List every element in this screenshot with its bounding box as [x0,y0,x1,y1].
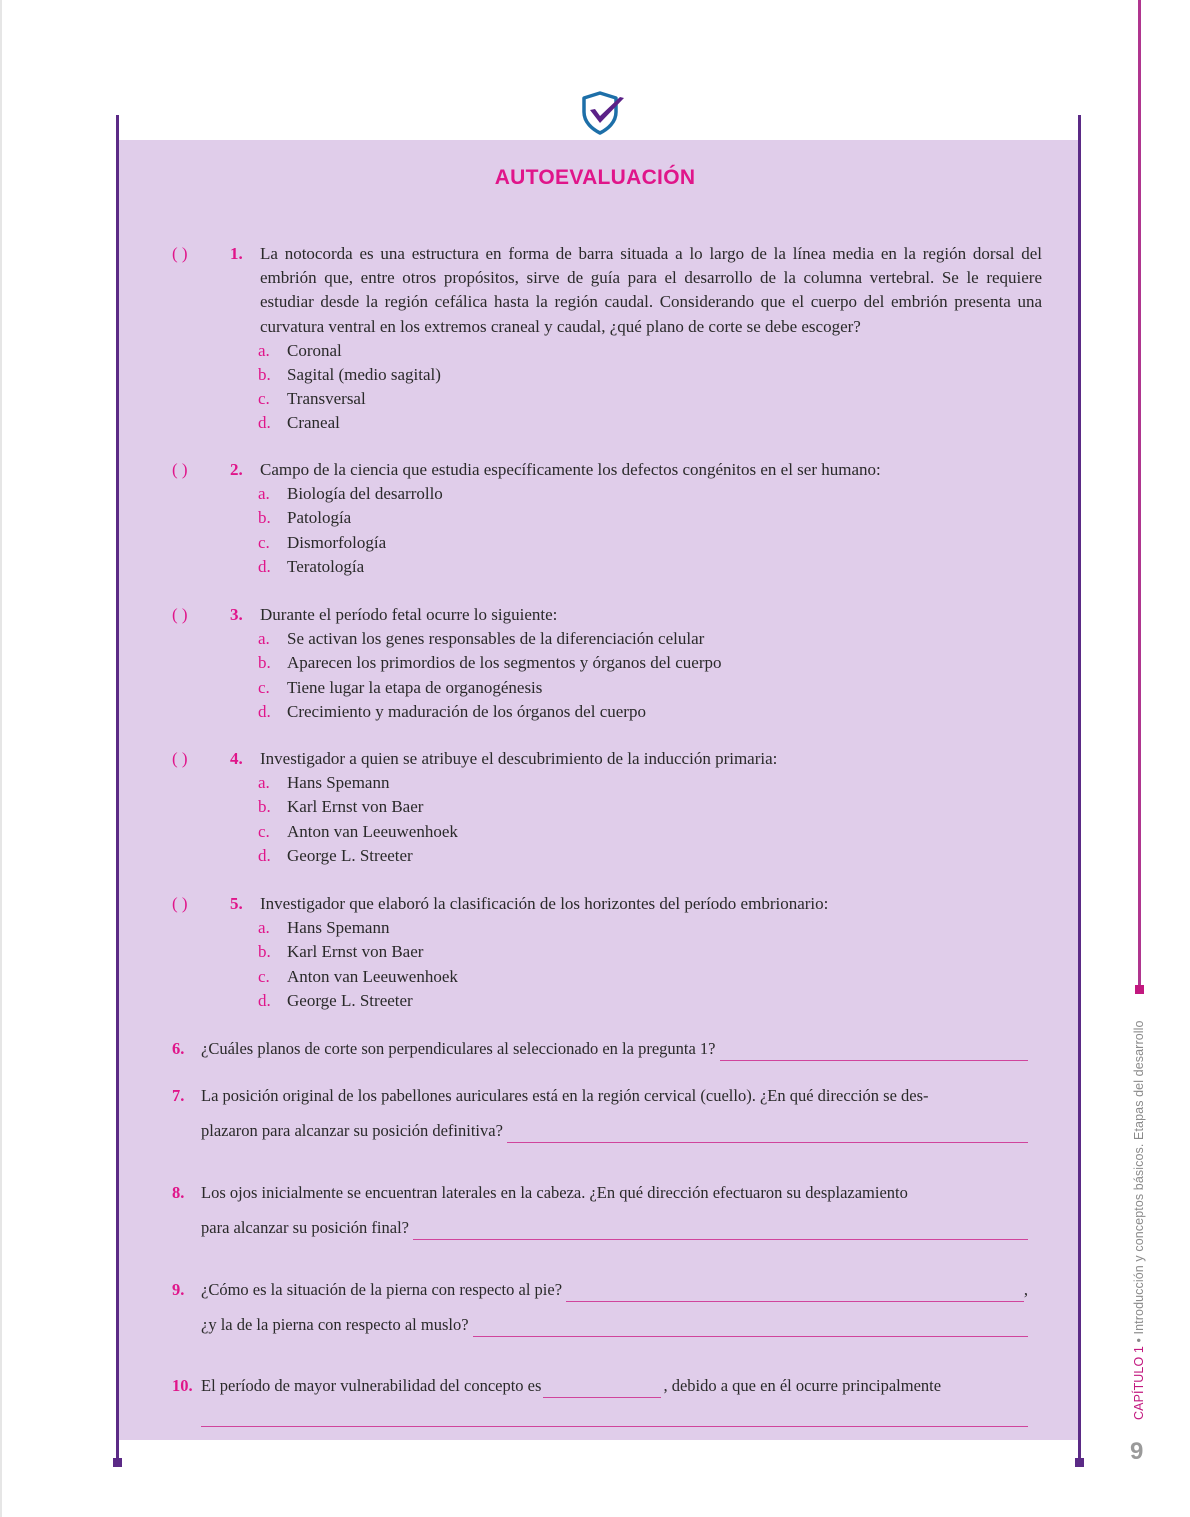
option-a [258,627,1042,651]
running-footer [1132,1020,1146,1420]
option-c [258,676,1042,700]
chapter-separator: • [1132,1334,1146,1347]
option-letter: c. [258,389,270,409]
answer-line[interactable] [413,1221,1028,1240]
option-text: Coronal [287,340,342,360]
option-text: Teratología [287,556,365,576]
option-letter: a. [258,773,270,793]
question-number: 8. [172,1183,185,1202]
option-a [258,771,1042,795]
question-text-continued: ¿y la de la pierna con respecto al muslo? [201,1315,469,1334]
option-letter: d. [258,701,271,721]
question-stem: Durante el período fetal ocurre lo siguiente: [260,605,558,624]
option-text: Hans Spemann [287,773,390,793]
frame-left-rule [116,115,119,1463]
option-text: Dismorfología [287,532,387,552]
option-c [258,965,1042,989]
answer-line[interactable] [566,1283,1024,1302]
question-number: 2. [230,460,243,479]
option-text: Crecimiento y maduración de los órganos del cuerpo [287,701,646,721]
option-text: Sagital (medio sagital) [287,365,441,385]
option-a [258,482,1042,506]
option-b [258,363,1042,387]
chapter-label: CAPÍTULO 1 [1132,1346,1146,1420]
answer-parentheses[interactable]: ( ) [172,605,188,624]
margin-rule [1138,0,1141,988]
option-letter: b. [258,365,271,385]
page-edge [0,0,2,1517]
option-text: Karl Ernst von Baer [287,942,424,962]
question-text-continued: plazaron para alcanzar su posición definitiva? [201,1121,503,1140]
question-4 [172,747,1042,868]
shield-check-icon [578,90,628,136]
question-7 [172,1084,1028,1143]
frame-right-rule [1078,115,1081,1463]
question-text: ¿Cómo es la situación de la pierna con respecto al pie? [201,1280,563,1299]
question-number: 5. [230,894,243,913]
option-d [258,989,1042,1013]
option-letter: c. [258,532,270,552]
option-letter: a. [258,484,270,504]
option-letter: b. [258,942,271,962]
answer-line[interactable] [201,1408,1028,1427]
option-text: George L. Streeter [287,990,413,1010]
option-text: George L. Streeter [287,845,413,865]
frame-left-marker [113,1458,122,1467]
option-text: Hans Spemann [287,918,390,938]
question-number: 10. [172,1376,193,1395]
question-number: 1. [230,244,243,263]
option-c [258,531,1042,555]
option-text: Anton van Leeuwenhoek [287,966,458,986]
question-number: 7. [172,1086,185,1105]
answer-line[interactable] [473,1318,1028,1337]
option-c [258,387,1042,411]
option-text: Se activan los genes responsables de la diferenciación celular [287,629,705,649]
answer-blank-inline[interactable] [543,1379,661,1398]
question-text: El período de mayor vulnerabilidad del concepto es [201,1376,542,1395]
question-text-continued: , debido a que en él ocurre principalmente [663,1376,942,1395]
question-text: ¿Cuáles planos de corte son perpendiculares al seleccionado en la pregunta 1? [201,1039,716,1058]
option-text: Tiene lugar la etapa de organogénesis [287,677,543,697]
question-number: 4. [230,749,243,768]
answer-parentheses[interactable]: ( ) [172,749,188,768]
option-text: Karl Ernst von Baer [287,797,424,817]
option-d [258,555,1042,579]
option-d [258,844,1042,868]
question-8 [172,1181,1028,1240]
question-1 [172,242,1042,436]
option-letter: a. [258,340,270,360]
option-letter: c. [258,966,270,986]
option-letter: a. [258,918,270,938]
question-text: Los ojos inicialmente se encuentran laterales en la cabeza. ¿En qué dirección efectuaron su desplazamiento [201,1183,908,1202]
question-stem: Investigador a quien se atribuye el descubrimiento de la inducción primaria: [260,749,778,768]
option-letter: b. [258,797,271,817]
answer-parentheses[interactable]: ( ) [172,244,188,263]
option-letter: b. [258,653,271,673]
option-text: Aparecen los primordios de los segmentos y órganos del cuerpo [287,653,722,673]
section-title: AUTOEVALUACIÓN [494,166,696,189]
question-text: La posición original de los pabellones auriculares está en la región cervical (cuello). ¿En qué dirección se des- [201,1086,929,1105]
option-b [258,506,1042,530]
option-letter: d. [258,990,271,1010]
option-letter: b. [258,508,271,528]
question-number: 6. [172,1039,185,1058]
option-b [258,940,1042,964]
question-3 [172,603,1042,724]
option-letter: c. [258,821,270,841]
option-letter: c. [258,677,270,697]
question-number: 3. [230,605,243,624]
question-5 [172,892,1042,1013]
option-text: Transversal [287,389,366,409]
question-number: 9. [172,1280,185,1299]
option-text: Biología del desarrollo [287,484,443,504]
chapter-title: Introducción y conceptos básicos. Etapas del desarrollo [1132,1020,1146,1335]
question-2 [172,458,1042,579]
question-10 [172,1374,1028,1427]
question-stem: Campo de la ciencia que estudia específicamente los defectos congénitos en el ser humano: [260,460,881,479]
frame-right-marker [1075,1458,1084,1467]
answer-parentheses[interactable]: ( ) [172,460,188,479]
option-c [258,820,1042,844]
option-d [258,700,1042,724]
question-text-continued: para alcanzar su posición final? [201,1218,409,1237]
option-a [258,916,1042,940]
option-letter: a. [258,629,270,649]
page-number: 9 [1130,1438,1144,1465]
question-9 [172,1278,1028,1337]
option-b [258,795,1042,819]
answer-line[interactable] [720,1042,1029,1061]
option-b [258,651,1042,675]
option-d [258,411,1042,435]
question-stem: La notocorda es una estructura en forma de barra situada a lo largo de la línea media en la región dorsal del embrión que, entre otros propósitos, sirve de guía para el desarrollo de la columna vertebral. Se le requiere estudiar desde la región cefálica hasta la región caudal. Considerando que el cuerpo del embrión presenta una curvatura ventral en los extremos craneal y caudal, ¿qué plano de corte se debe escoger? [260,244,1042,336]
option-text: Craneal [287,413,340,433]
margin-rule-marker [1135,985,1144,994]
question-stem: Investigador que elaboró la clasificación de los horizontes del período embrionario: [260,894,829,913]
option-letter: d. [258,845,271,865]
option-letter: d. [258,556,271,576]
comma: , [1023,1280,1028,1299]
option-text: Anton van Leeuwenhoek [287,821,458,841]
option-a [258,339,1042,363]
option-letter: d. [258,413,271,433]
answer-parentheses[interactable]: ( ) [172,894,188,913]
answer-line[interactable] [507,1124,1028,1143]
option-text: Patología [287,508,352,528]
question-6 [172,1037,1028,1061]
